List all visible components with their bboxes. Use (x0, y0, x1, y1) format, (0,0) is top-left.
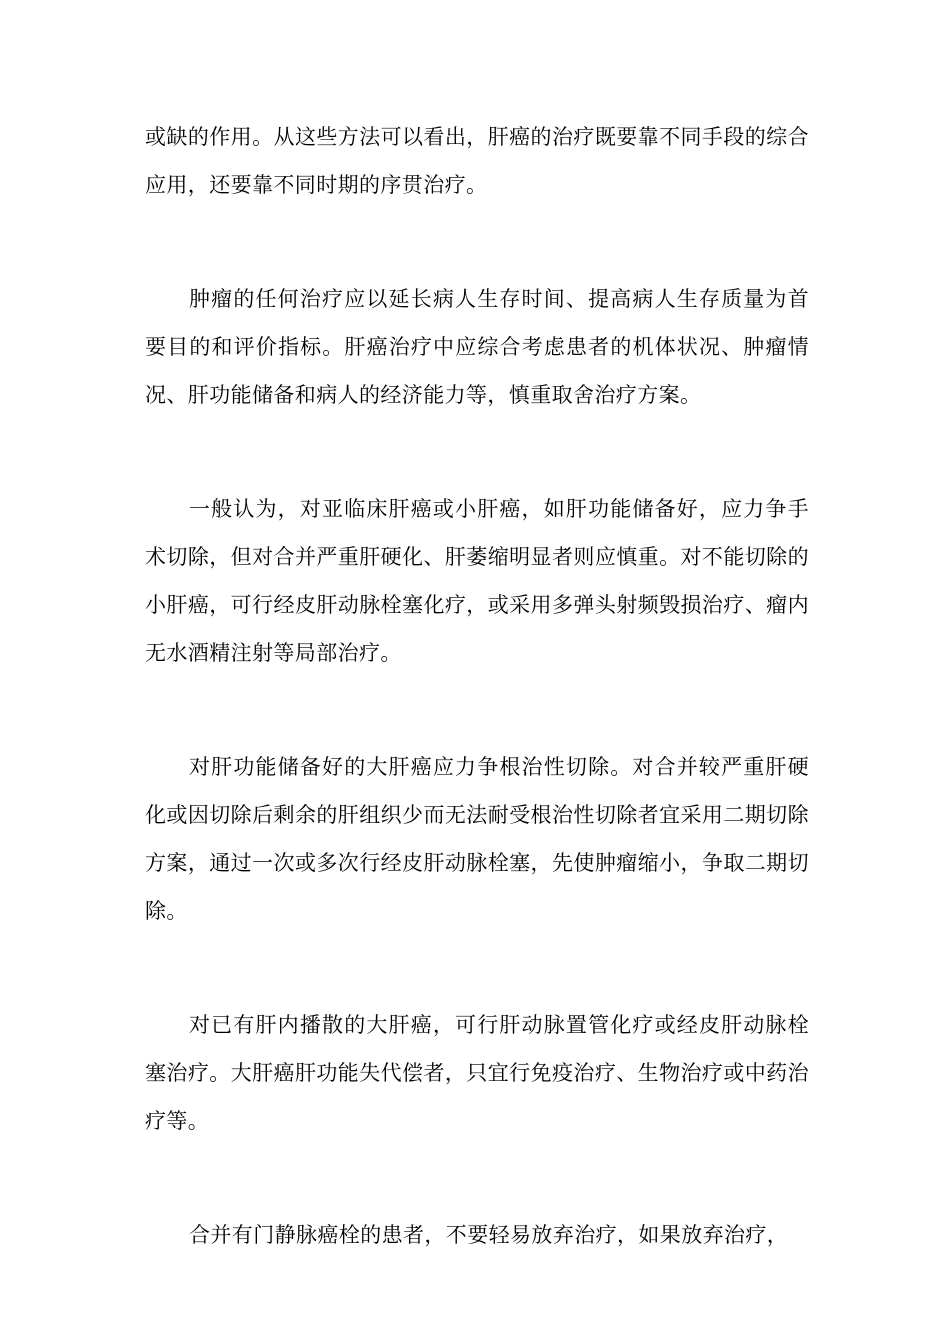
document-page (145, 113, 809, 1259)
paragraph-large-liver-cancer: 对肝功能储备好的大肝癌应力争根治性切除。对合并较严重肝硬化或因切除后剩余的肝组织少而无法耐受根治性切除者宜采用二期切除方案，通过一次或多次行经皮肝动脉栓塞，先使肿瘤缩小，争取二期切除。 (145, 755, 809, 923)
paragraph-small-liver-cancer: 一般认为，对亚临床肝癌或小肝癌，如肝功能储备好，应力争手术切除，但对合并严重肝硬化、肝萎缩明显者则应慎重。对不能切除的小肝癌，可行经皮肝动脉栓塞化疗，或采用多弹头射频毁损治疗、瘤内无水酒精注射等局部治疗。 (145, 497, 809, 665)
paragraph-treatment-goals: 肿瘤的任何治疗应以延长病人生存时间、提高病人生存质量为首要目的和评价指标。肝癌治疗中应综合考虑患者的机体状况、肿瘤情况、肝功能储备和病人的经济能力等，慎重取舍治疗方案。 (145, 287, 809, 407)
paragraph-portal-vein-thrombus: 合并有门静脉癌栓的患者，不要轻易放弃治疗，如果放弃治疗， (189, 1223, 789, 1247)
paragraph-continuation: 或缺的作用。从这些方法可以看出，肝癌的治疗既要靠不同手段的综合应用，还要靠不同时期的序贯治疗。 (145, 125, 809, 197)
paragraph-intrahepatic-spread: 对已有肝内播散的大肝癌，可行肝动脉置管化疗或经皮肝动脉栓塞治疗。大肝癌肝功能失代偿者，只宜行免疫治疗、生物治疗或中药治疗等。 (145, 1013, 809, 1133)
